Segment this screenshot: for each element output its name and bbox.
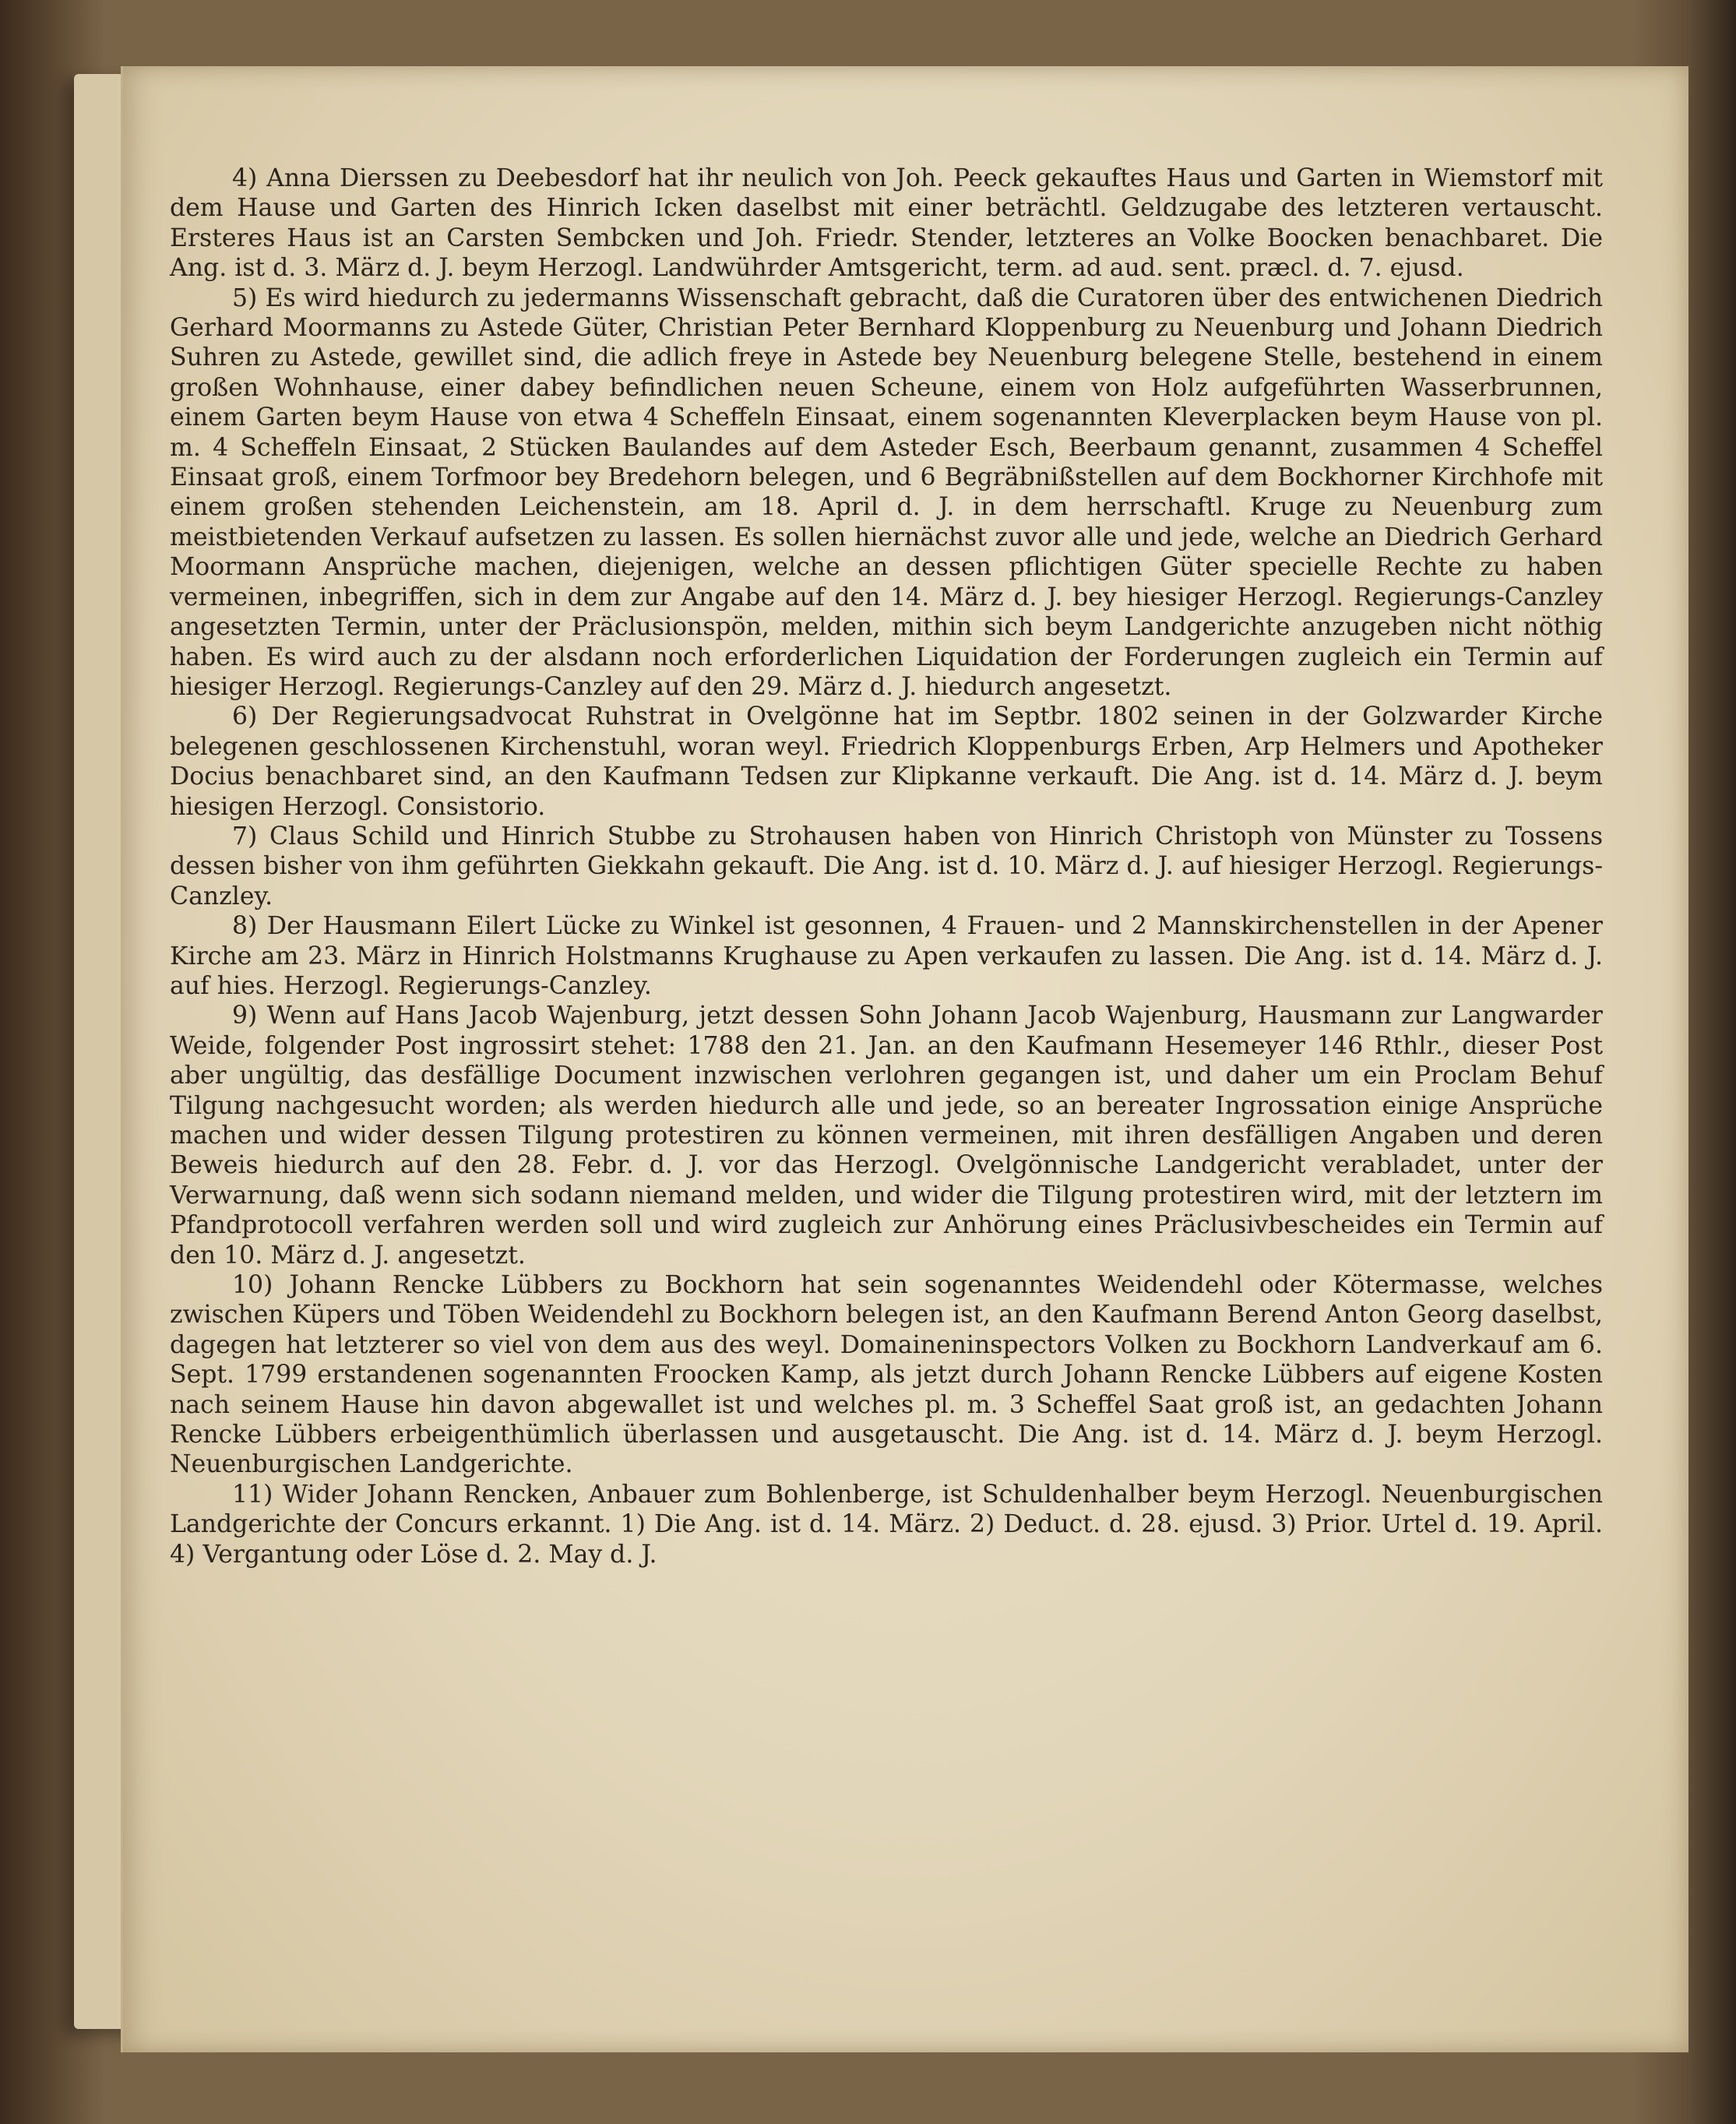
notice-paragraph-10: 10) Johann Rencke Lübbers zu Bockhorn hat sein sogenanntes Weidendehl oder Kötermasse, welches zwischen Küpers und Töben Weidendehl zu Bockhorn belegen ist, an den Kaufmann Berend Anton Georg daselbst, dagegen hat letzterer so viel von dem aus des weyl. Domaineninspectors Volken zu Bockhorn Landverkauf am 6. Sept. 1799 erstandenen sogenannten Froocken Kamp, als jetzt durch Johann Rencke Lübbers auf eigene Kosten nach seinem Hause hin davon abgewallet ist und welches pl. m. 3 Scheffel Saat groß ist, an gedachten Johann Rencke Lübbers erbeigenthümlich überlassen und ausgetauscht. Die Ang. ist d. 14. März d. J. beym Herzogl. Neuenburgischen Landgerichte. <box>170 1271 1603 1479</box>
notice-paragraph-11: 11) Wider Johann Rencken, Anbauer zum Bohlenberge, ist Schuldenhalber beym Herzogl. Neuenburgischen Landgerichte der Concurs erkannt. 1) Die Ang. ist d. 14. März. 2) Deduct. d. 28. ejusd. 3) Prior. Urtel d. 19. April. 4) Vergantung oder Löse d. 2. May d. J. <box>170 1480 1603 1569</box>
notice-paragraph-4: 4) Anna Dierssen zu Deebesdorf hat ihr neulich von Joh. Peeck gekauftes Haus und Garten in Wiemstorf mit dem Hause und Garten des Hinrich Icken daselbst mit einer beträchtl. Geldzugabe des letzteren vertauscht. Ersteres Haus ist an Carsten Sembcken und Joh. Friedr. Stender, letzteres an Volke Boocken benachbaret. Die Ang. ist d. 3. März d. J. beym Herzogl. Landwührder Amtsgericht, term. ad aud. sent. præcl. d. 7. ejusd. <box>170 164 1603 283</box>
notice-paragraph-9: 9) Wenn auf Hans Jacob Wajenburg, jetzt dessen Sohn Johann Jacob Wajenburg, Hausmann zur Langwarder Weide, folgender Post ingrossirt stehet: 1788 den 21. Jan. an den Kaufmann Hesemeyer 146 Rthlr., dieser Post aber ungültig, das desfällige Document inzwischen verlohren gegangen ist, und daher um ein Proclam Behuf Tilgung nachgesucht worden; als werden hiedurch alle und jede, so an bereater Ingrossation einige Ansprüche machen und wider dessen Tilgung protestiren zu können vermeinen, mit ihren desfälligen Angaben und deren Beweis hiedurch auf den 28. Febr. d. J. vor das Herzogl. Ovelgönnische Landgericht verabladet, unter der Verwarnung, daß wenn sich sodann niemand melden, und wider die Tilgung protestiren wird, mit der letztern im Pfandprotocoll verfahren werden soll und wird zugleich zur Anhörung eines Präclusivbescheides ein Termin auf den 10. März d. J. angesetzt. <box>170 1002 1603 1270</box>
notice-paragraph-8: 8) Der Hausmann Eilert Lücke zu Winkel ist gesonnen, 4 Frauen- und 2 Mannskirchenstellen in der Apener Kirche am 23. März in Hinrich Holstmanns Krughause zu Apen verkaufen zu lassen. Die Ang. ist d. 14. März d. J. auf hies. Herzogl. Regierungs-Canzley. <box>170 912 1603 1000</box>
notice-paragraph-7: 7) Claus Schild und Hinrich Stubbe zu Strohausen haben von Hinrich Christoph von Münster zu Tossens dessen bisher von ihm geführten Giekkahn gekauft. Die Ang. ist d. 10. März d. J. auf hiesiger Herzogl. Regierungs-Canzley. <box>170 822 1603 911</box>
notice-paragraph-6: 6) Der Regierungsadvocat Ruhstrat in Ovelgönne hat im Septbr. 1802 seinen in der Golzwarder Kirche belegenen geschlossenen Kirchenstuhl, woran weyl. Friedrich Kloppenburgs Erben, Arp Helmers und Apotheker Docius benachbaret sind, an den Kaufmann Tedsen zur Klipkanne verkauft. Die Ang. ist d. 14. März d. J. beym hiesigen Herzogl. Consistorio. <box>170 703 1603 821</box>
notice-text-block <box>170 164 1603 1569</box>
notice-paragraph-5: 5) Es wird hiedurch zu jedermanns Wissenschaft gebracht, daß die Curatoren über des entwichenen Diedrich Gerhard Moormanns zu Astede Güter, Christian Peter Bernhard Kloppenburg zu Neuenburg und Johann Diedrich Suhren zu Astede, gewillet sind, die adlich freye in Astede bey Neuenburg belegene Stelle, bestehend in einem großen Wohnhause, einer dabey befindlichen neuen Scheune, einem von Holz aufgeführten Wasserbrunnen, einem Garten beym Hause von etwa 4 Scheffeln Einsaat, einem sogenannten Kleverplacken beym Hause von pl. m. 4 Scheffeln Einsaat, 2 Stücken Baulandes auf dem Asteder Esch, Beerbaum genannt, zusammen 4 Scheffel Einsaat groß, einem Torfmoor bey Bredehorn belegen, und 6 Begräbnißstellen auf dem Bockhorner Kirchhofe mit einem großen stehenden Leichenstein, am 18. April d. J. in dem herrschaftl. Kruge zu Neuenburg zum meistbietenden Verkauf aufsetzen zu lassen. Es sollen hiernächst zuvor alle und jede, welche an Diedrich Gerhard Moormann Ansprüche machen, diejenigen, welche an dessen pflichtigen Güter specielle Rechte zu haben vermeinen, inbegriffen, sich in dem zur Angabe auf den 14. März d. J. bey hiesiger Herzogl. Regierungs-Canzley angesetzten Termin, unter der Präclusionspön, melden, mithin sich beym Landgerichte anzugeben nicht nöthig haben. Es wird auch zu der alsdann noch erforderlichen Liquidation der Forderungen zugleich ein Termin auf hiesiger Herzogl. Regierungs-Canzley auf den 29. März d. J. hiedurch angesetzt. <box>170 284 1603 701</box>
scanner-edge-bar <box>1691 0 1736 2124</box>
